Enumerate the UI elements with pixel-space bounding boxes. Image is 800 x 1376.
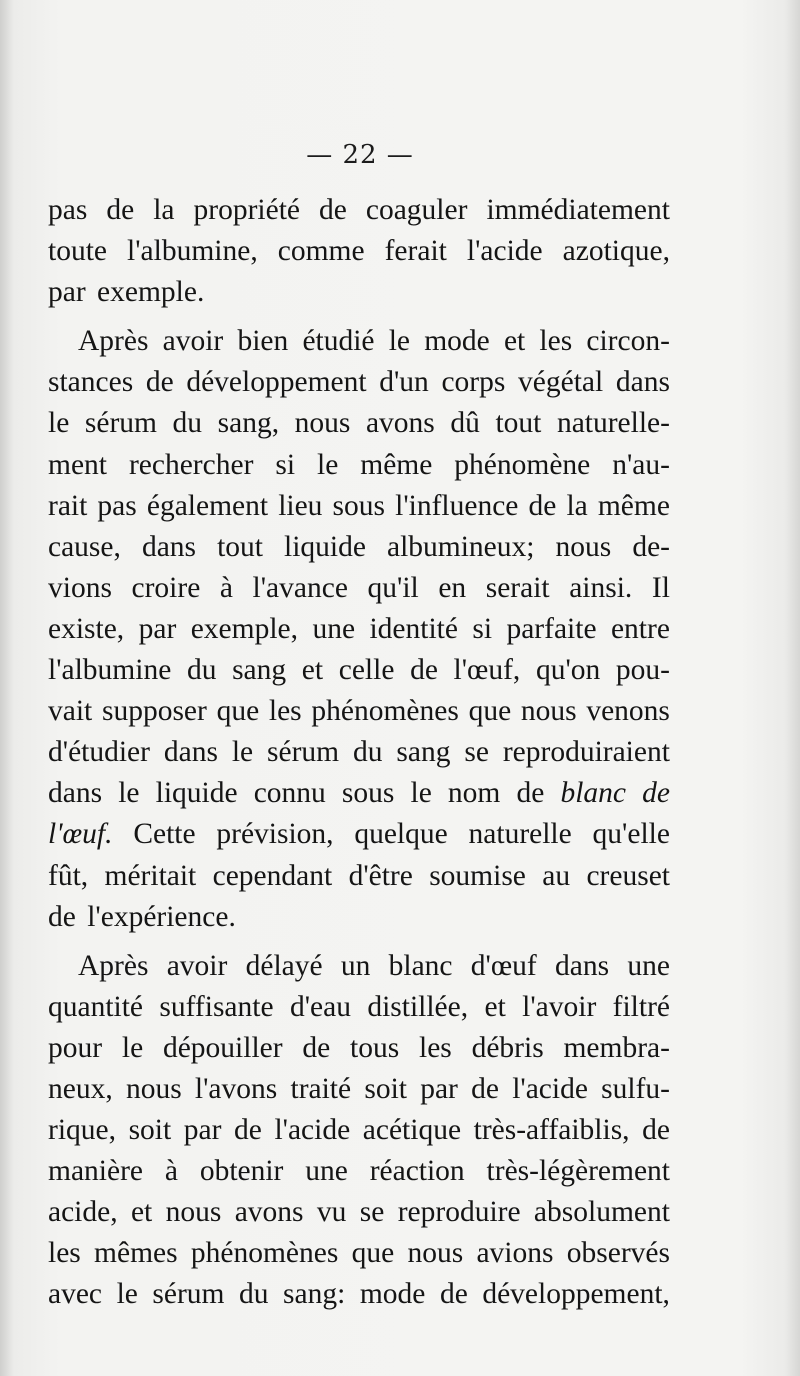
word: comme [277,235,365,268]
word: de [528,489,557,522]
word: cause, [48,530,121,563]
word: supposer [101,695,207,728]
word: de [410,654,438,687]
word: tout [217,530,263,563]
paragraph-gap [48,938,670,946]
word: acétique [362,1114,462,1147]
word: du [186,654,217,687]
word: soit [364,1072,407,1105]
word: avoir [162,325,224,358]
word: dans [615,366,670,399]
text-line [48,231,670,272]
word: même [597,489,670,522]
word: identité [369,612,458,645]
word: vait [48,695,93,728]
word: par [183,1114,222,1147]
text-line [48,1151,670,1192]
word: avec [48,1278,103,1311]
word: pas [48,194,88,226]
word: lieu [278,489,323,522]
word: que [351,1237,395,1270]
word: sous [341,777,395,810]
word: l'acide [274,1114,351,1147]
word: à [219,571,233,604]
word: circon- [586,325,670,358]
text-line [48,527,670,568]
word: du [353,736,383,769]
word: nous [165,1196,222,1229]
word: corps [441,366,506,399]
word: se [464,736,489,769]
word: les [419,1031,452,1064]
word: sulfu- [601,1072,670,1105]
word: traité [290,1072,352,1105]
word: de [319,194,347,226]
word: avions [476,1237,554,1270]
word: observés [566,1237,670,1270]
word: nous [555,530,612,563]
word: albumineux; [387,530,535,563]
word: d'être [348,859,413,892]
word: avons [365,407,435,440]
word: délayé [245,949,323,982]
text-line [48,609,670,650]
word: sang [396,736,451,769]
word: et [503,325,526,358]
word: dû [450,407,480,440]
word: neux, [48,1072,113,1105]
word: nous [407,1237,464,1270]
word: Après [78,949,149,982]
word: rechercher [128,448,254,481]
word: très-légèrement [486,1155,670,1188]
word: liquide [155,777,238,810]
word: mode [424,325,490,358]
word: tout [495,407,542,440]
text-line [48,650,670,691]
word: quantité [48,990,144,1023]
word: le [231,736,254,769]
word: tous [350,1031,400,1064]
word: ainsi. [569,571,633,604]
word: pas [97,489,137,522]
word: prévision, [216,818,334,851]
word: fût, [48,859,89,892]
word: l'influence [395,489,519,522]
word: rique, [48,1114,116,1147]
word: blanc [388,949,453,982]
word: serait [485,571,550,604]
text-line [48,1233,670,1274]
word: Cette [133,818,196,851]
word: de [642,777,670,810]
word: liquide [284,530,366,563]
word: sang [232,654,287,687]
word: soumise [429,859,526,892]
text-line [48,856,670,897]
word: Il [651,571,670,604]
word: sang: [283,1278,346,1311]
word: quelque [354,818,448,851]
word: le [317,448,339,481]
word: étudié [302,325,375,358]
word: si [472,612,493,645]
word: une [627,949,670,982]
word: réaction [369,1155,465,1188]
word: manière [48,1155,143,1188]
word: vions [48,571,112,604]
word: pour [48,1031,103,1064]
word: ment [48,448,107,481]
word: sous [332,489,386,522]
word: absolument [533,1196,670,1229]
word: mêmes [94,1237,178,1270]
word: obtenir [199,1155,284,1188]
word: qu'elle [592,818,670,851]
word: naturelle- [556,407,670,440]
word: également [146,489,269,522]
word: immédiatement [486,194,670,226]
word: les [539,325,573,358]
word: méritait [104,859,197,892]
word: l'acide [512,1072,588,1105]
text-line [48,1069,670,1110]
word: les [48,1237,81,1270]
word: la [153,194,175,226]
body-text [48,190,670,1316]
word: une [305,1155,348,1188]
text-line [48,190,670,231]
word: sang, [217,407,280,440]
word: n'au- [612,448,670,481]
word: le [118,777,140,810]
word: vu [316,1196,347,1229]
word: du [172,407,203,440]
text-line [48,946,670,987]
paragraph [48,946,670,1316]
word: stances [48,366,134,399]
word: dépouiller [162,1031,283,1064]
word: avoir [166,949,228,982]
word: distillée, [367,990,469,1023]
text-line [48,1274,670,1315]
word: de [516,777,545,810]
word: de [302,1031,331,1064]
word: le [116,1278,138,1311]
word: coaguler [365,194,468,226]
word: celle [338,654,395,687]
word: soit [128,1114,172,1147]
word: l'acide [466,235,543,268]
word: que [468,695,512,728]
word: le [48,407,70,440]
word: bien [237,325,289,358]
paragraph [48,321,670,937]
word: phénomènes [190,1237,339,1270]
text-line [48,568,670,609]
text-line [48,773,670,814]
word: le [121,1031,144,1064]
word: connu [253,777,326,810]
page-number: — 22 — [306,140,414,170]
text-line [48,486,670,527]
word: l'albumine, [127,235,258,268]
word: de [48,900,76,933]
word: et [130,1196,153,1229]
word: une [312,612,356,645]
word: sérum [267,736,340,769]
text-line [48,1192,670,1233]
word: phénomène [454,448,591,481]
word: dans [555,949,610,982]
text-line [48,321,670,362]
word: dans [141,530,197,563]
word: avons [234,1196,304,1229]
text-line [48,987,670,1028]
paragraph [48,190,670,313]
word: le [388,325,411,358]
word: entre [610,612,670,645]
word: de- [632,530,670,563]
word: filtré [612,990,670,1023]
word: au [542,859,571,892]
word: un [340,949,371,982]
word: qu'on [535,654,601,687]
word: développement, [482,1278,670,1311]
text-line [48,897,670,938]
word: de [106,194,135,226]
word: l'avance [252,571,348,604]
word: suffisante [159,990,274,1023]
word: d'eau [289,990,351,1023]
word: de [234,1114,262,1147]
paragraph-gap [48,313,670,321]
word: reproduire [397,1196,521,1229]
text-line [48,814,670,855]
word: sérum [84,407,157,440]
word: d'œuf [470,949,537,982]
word: reproduiraient [502,736,670,769]
text-line [48,445,670,486]
word: par [138,612,177,645]
word: nom [447,777,501,810]
word: de [471,1072,499,1105]
text-line [48,732,670,773]
word: végétal [518,366,604,399]
word: croire [131,571,201,604]
word: dans [48,777,103,810]
word: naturelle [468,818,572,851]
word: d'étudier [48,736,150,769]
word: nous [520,695,577,728]
word: et [301,654,324,687]
word: nous [125,1072,182,1105]
word: exemple. [97,276,205,309]
word: Après [78,325,149,358]
word: pou- [615,654,670,687]
text-line [48,272,670,313]
word: mode [359,1278,426,1311]
word: de [439,1278,468,1311]
word: de [642,1114,670,1147]
word: l'albumine [48,654,172,687]
word: l'avons [194,1072,278,1105]
word: cependant [212,859,333,892]
word: du [239,1278,269,1311]
word: très-affaiblis, [473,1114,630,1147]
word: nous [294,407,351,440]
word: l'expérience. [87,900,236,933]
text-line [48,362,670,403]
word: blanc [560,777,627,810]
word: que [216,695,260,728]
word: rait [48,489,88,522]
word: à [164,1155,178,1188]
text-line [48,691,670,732]
word: qu'il [367,571,419,604]
word: débris [471,1031,544,1064]
word: propriété [193,194,300,226]
word: l'œuf, [453,654,521,687]
word: et [484,990,506,1023]
word: ferait [384,235,447,268]
word: exemple, [190,612,299,645]
word: par [420,1072,458,1105]
word: dans [163,736,218,769]
word: phénomènes [311,695,459,728]
text-line [48,403,670,444]
word: l'œuf. [48,818,113,851]
word: même [360,448,433,481]
word: de [145,366,174,399]
word: acide, [48,1196,118,1229]
word: se [359,1196,385,1229]
word: par [48,276,86,309]
word: la [566,489,588,522]
word: développement [186,366,367,399]
word: parfaite [506,612,597,645]
word: creuset [586,859,670,892]
word: si [275,448,296,481]
word: d'un [379,366,429,399]
word: les [268,695,302,728]
word: l'avoir [522,990,597,1023]
word: en [438,571,467,604]
word: venons [586,695,670,728]
word: sérum [152,1278,225,1311]
word: azotique, [562,235,670,268]
text-line [48,1110,670,1151]
word: existe, [48,612,125,645]
text-line [48,1028,670,1069]
word: membra- [563,1031,670,1064]
word: toute [48,235,107,268]
word: le [410,777,432,810]
